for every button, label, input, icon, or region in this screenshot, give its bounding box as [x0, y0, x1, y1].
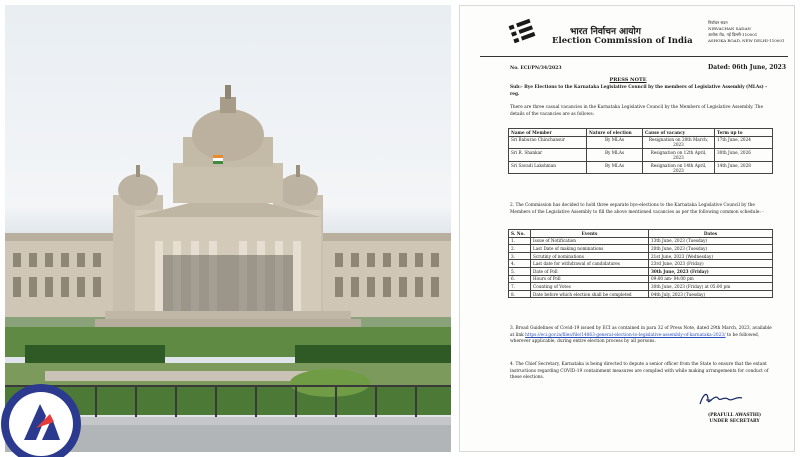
signatory-name: (PRAFULL AWASTHI) [708, 413, 762, 418]
table-row: 6. Hours of Poll 09:00 am- 04:00 pm [509, 275, 773, 283]
signatory-block [708, 413, 761, 425]
subject-line: Sub:- Bye Elections to the Karnataka Legislative Council by the members of Legislative Assembly (MLAs) – reg. [510, 85, 768, 97]
reference-number: No. ECI/PN/34/2023 [510, 66, 562, 71]
hindi-title: भारत निर्वाचन आयोग [570, 27, 641, 37]
table-row: 8. Date before which election shall be completed 04th July, 2023 (Tuesday) [509, 290, 773, 298]
col-header: Dates [649, 230, 773, 238]
document-date: Dated: 06th June, 2023 [708, 64, 787, 71]
table-row: Sri Savadi Lakshman By MLAs Resignation on 14th April, 2023 14th June, 2028 [509, 161, 773, 174]
table-row: 2. Last Date of making nominations 20th June, 2023 (Tuesday) [509, 245, 773, 253]
press-note-document [459, 5, 795, 452]
channel-logo-icon [0, 378, 82, 457]
table-row: 1. Issue of Notification 13th June, 2023 (Tuesday) [509, 237, 773, 245]
header-divider [480, 56, 788, 57]
schedule-table [508, 229, 773, 298]
paragraph-2: 2. The Commission has decided to hold three separate bye-elections to the Karnataka Legislative Council by the Members of the Legislative Assembly to fill the above mentioned vacancies as per the following common schedule: - [510, 203, 764, 215]
table-row: Sri Baburao Chinchansur By MLAs Resignation on 20th March, 2023 17th June, 2024 [509, 136, 773, 149]
col-header: S. No. [509, 230, 531, 238]
table-row: 4. Last date for withdrawal of candidatures 23rd June, 2023 (Friday) [509, 260, 773, 268]
table-row: 5. Date of Poll 30th June, 2023 (Friday) [509, 267, 773, 275]
col-header: Term up to [715, 129, 773, 137]
paragraph-4: 4. The Chief Secretary, Karnataka is being directed to depute a senior officer from the State to ensure that the extant instructions regarding COVID-19 containment measures are complied with while making arrangements for conduct of these elections. [510, 362, 769, 380]
guidelines-link[interactable]: https://eci.gov.in/files/file/14863-general-election-to-legislative-assembly-of-karnataka-2023/ [525, 332, 726, 338]
signatory-designation: UNDER SECRETARY [709, 419, 760, 424]
eci-emblem-icon [508, 18, 536, 44]
col-header: Cause of vacancy [643, 129, 715, 137]
col-header: Events [531, 230, 649, 238]
letterhead-address: निर्वाचन सदन NIRVACHAN SADAN अशोक रोड, नई दिल्ली-110001 ASHOKA ROAD, NEW DELHI-110001 [708, 20, 785, 43]
signature-icon [696, 390, 746, 410]
paragraph-3: 3. Broad Guidelines of Covid-19 issued by ECI as contained in para 32 of Press Note, dated 29th March, 2023, available at link https://eci.gov.in/files/file/14863-general-election-to-legislative-assembly-of-karnataka-2023/ to be followed, wherever applicable, during entire election process by all persons. [510, 326, 772, 344]
channel-logo [0, 378, 82, 457]
table-row: Sri R. Shankar By MLAs Resignation on 12th April, 2023 30th June, 2026 [509, 149, 773, 162]
col-header: Name of Member [509, 129, 587, 137]
table-header-row [509, 129, 773, 137]
vacancy-table [508, 128, 773, 174]
col-header: Nature of election [587, 129, 643, 137]
press-note-heading: PRESS NOTE [609, 77, 647, 83]
letterhead [460, 6, 794, 58]
letterhead-title: Election Commission of India [552, 36, 693, 46]
table-row: 7. Counting of Votes 30th June, 2023 (Friday) at 05:00 pm [509, 283, 773, 291]
paragraph-1: There are three casual vacancies in the Karnataka Legislative Council by the Members of Legislative Assembly. The details of the vacancies are as follows: [510, 105, 763, 117]
table-header-row [509, 230, 773, 238]
table-row: 3. Scrutiny of nominations 21st June, 2023 (Wednesday) [509, 252, 773, 260]
